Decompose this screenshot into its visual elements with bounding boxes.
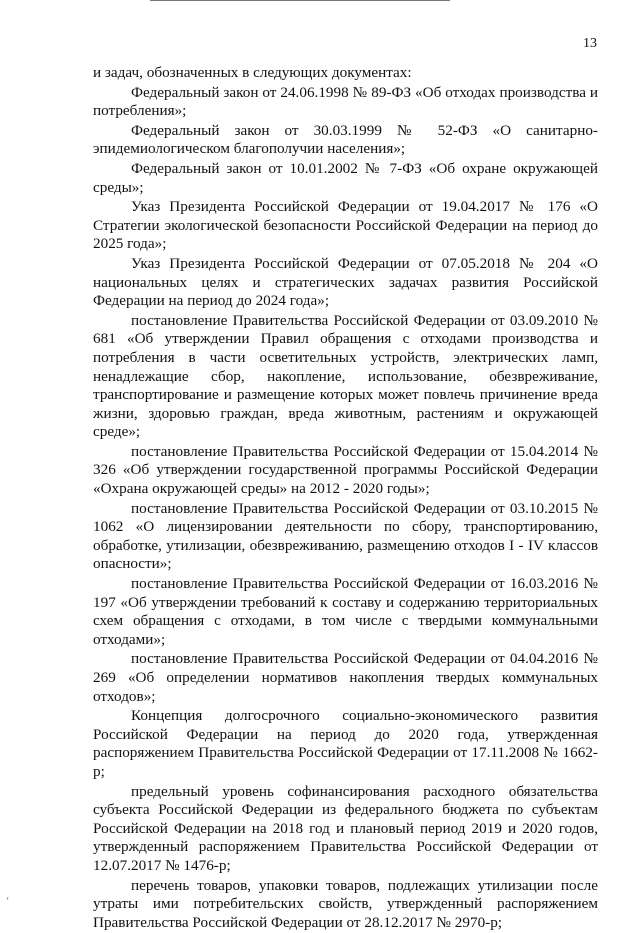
paragraph-item: постановление Правительства Российской Федерации от 03.10.2015 № 1062 «О лицензировании деятельности по сбору, транспортированию, обработке, утилизации, обезвреживанию, размещению отходов I - IV классов опасности»;: [93, 499, 598, 573]
document-body: [93, 64, 598, 933]
paragraph-item: Федеральный закон от 30.03.1999 № 52-ФЗ «О санитарно-эпидемиологическом благополучии населения»;: [93, 121, 598, 158]
paragraph-intro: и задач, обозначенных в следующих документах:: [93, 64, 412, 81]
paragraph-item: Указ Президента Российской Федерации от 07.05.2018 № 204 «О национальных целях и стратегических задачах развития Российской Федерации на период до 2024 года»;: [93, 254, 598, 310]
paragraph-item: предельный уровень софинансирования расходного обязательства субъекта Российской Федерации из федерального бюджета по субъектам Российской Федерации на 2018 год и плановый период 2019 и 2020 годов, утвержденный распоряжением Правительства Российской Федерации от 12.07.2017 № 1476-р;: [93, 782, 598, 874]
page-number: 13: [583, 36, 597, 51]
paragraph-item: перечень товаров, упаковки товаров, подлежащих утилизации после утраты ими потребительских свойств, утвержденный распоряжением Правительства Российской Федерации от 28.12.2017 № 2970-р;: [93, 876, 598, 931]
paragraph-item: постановление Правительства Российской Федерации от 03.09.2010 № 681 «Об утверждении Правил обращения с отходами производства и потребления в части осветительных устройств, электрических ламп, ненадлежащие сбор, накопление, использование, обезвреживание, транспортирование и размещение которых может повлечь причинение вреда жизни, здоровью граждан, вреда животным, растениям и окружающей среде»;: [93, 311, 598, 441]
paragraph-item: Указ Президента Российской Федерации от 19.04.2017 № 176 «О Стратегии экологической безопасности Российской Федерации на период до 2025 года»;: [93, 198, 598, 253]
top-scan-line: [150, 0, 450, 1]
paragraph-item: постановление Правительства Российской Федерации от 04.04.2016 № 269 «Об определении нормативов накопления твердых коммунальных отходов»;: [93, 650, 598, 705]
paragraph-item: постановление Правительства Российской Федерации от 16.03.2016 № 197 «Об утверждении требований к составу и содержанию территориальных схем обращения с отходами, в том числе с твердыми коммунальными отходами»;: [93, 575, 598, 648]
paragraph-item: Концепция долгосрочного социально-экономического развития Российской Федерации на период до 2020 года, утвержденная распоряжением Правительства Российской Федерации от 17.11.2008 № 1662-р;: [93, 707, 598, 780]
scan-corner-mark: ʻ: [6, 896, 10, 907]
paragraph-item: Федеральный закон от 10.01.2002 № 7-ФЗ «Об охране окружающей среды»;: [93, 159, 598, 196]
paragraph-item: постановление Правительства Российской Федерации от 15.04.2014 № 326 «Об утверждении государственной программы Российской Федерации «Охрана окружающей среды» на 2012 - 2020 годы»;: [93, 442, 598, 498]
paragraph-item: Федеральный закон от 24.06.1998 № 89-ФЗ «Об отходах производства и потребления»;: [93, 83, 598, 120]
